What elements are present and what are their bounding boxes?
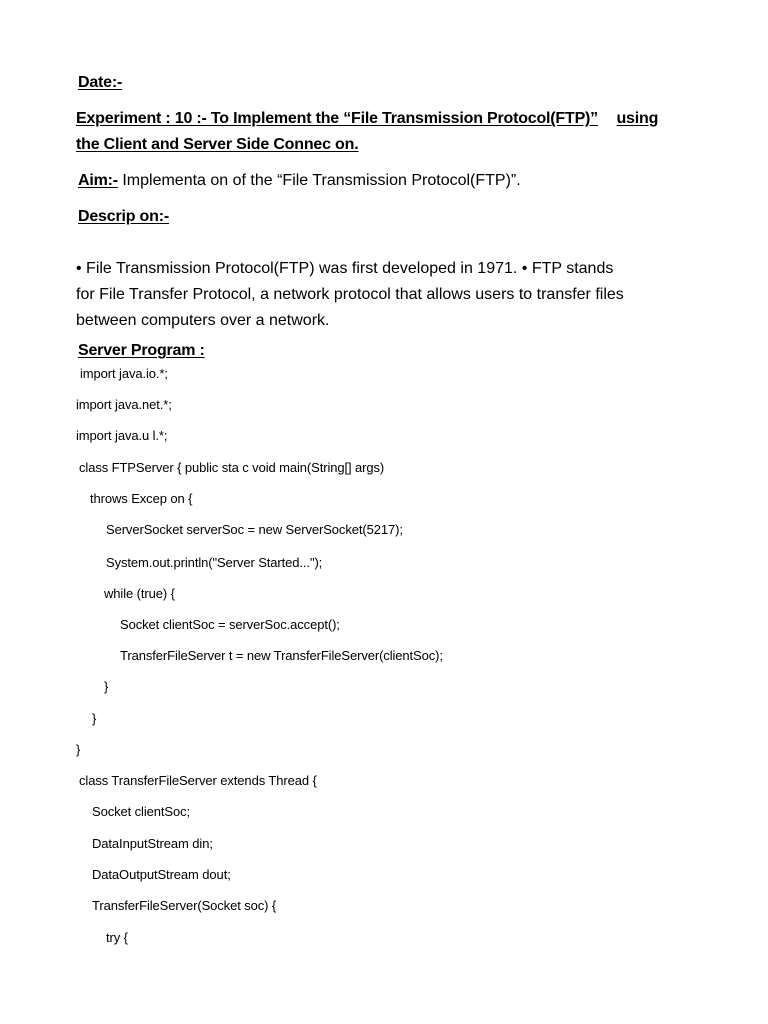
code-line: } <box>104 679 109 694</box>
code-line: System.out.println("Server Started..."); <box>106 555 323 570</box>
code-line: import java.io.*; <box>80 366 168 381</box>
experiment-title-text: Experiment : 10 :- To Implement the “File Transmission Protocol(FTP)” <box>76 110 598 127</box>
description-paragraph <box>76 256 716 334</box>
code-line: class TransferFileServer extends Thread { <box>79 773 317 788</box>
description-line-3: between computers over a network. <box>76 312 330 329</box>
description-line-2: for File Transfer Protocol, a network protocol that allows users to transfer files <box>76 286 624 303</box>
description-line-1: • File Transmission Protocol(FTP) was first developed in 1971. • FTP stands <box>76 260 614 277</box>
description-label: Descrip on:- <box>78 208 169 225</box>
code-line: TransferFileServer t = new TransferFileServer(clientSoc); <box>120 648 443 663</box>
code-line: import java.u l.*; <box>76 428 168 443</box>
code-line: DataInputStream din; <box>92 836 213 851</box>
date-label: Date:- <box>78 74 123 91</box>
code-line: } <box>76 742 81 757</box>
code-line: DataOutputStream dout; <box>92 867 231 882</box>
code-line: ServerSocket serverSoc = new ServerSocket(5217); <box>106 522 403 537</box>
code-line: } <box>92 711 97 726</box>
aim-text: Implementa on of the “File Transmission Protocol(FTP)”. <box>117 172 521 189</box>
code-line: Socket clientSoc; <box>92 804 191 819</box>
aim-line <box>78 172 521 190</box>
experiment-title-tail: using <box>616 110 659 127</box>
code-line: Socket clientSoc = serverSoc.accept(); <box>120 617 340 632</box>
code-line: import java.net.*; <box>76 397 172 412</box>
aim-label: Aim:- <box>78 172 118 189</box>
experiment-title-line-2: the Client and Server Side Connec on. <box>76 136 359 153</box>
code-line: throws Excep on { <box>90 491 193 506</box>
code-line: TransferFileServer(Socket soc) { <box>92 898 277 913</box>
code-line: while (true) { <box>104 586 175 601</box>
code-line: class FTPServer { public sta c void main(String[] args) <box>79 460 385 475</box>
code-line: try { <box>106 930 128 945</box>
server-program-title: Server Program : <box>78 342 205 359</box>
experiment-title-line-1 <box>76 110 658 128</box>
